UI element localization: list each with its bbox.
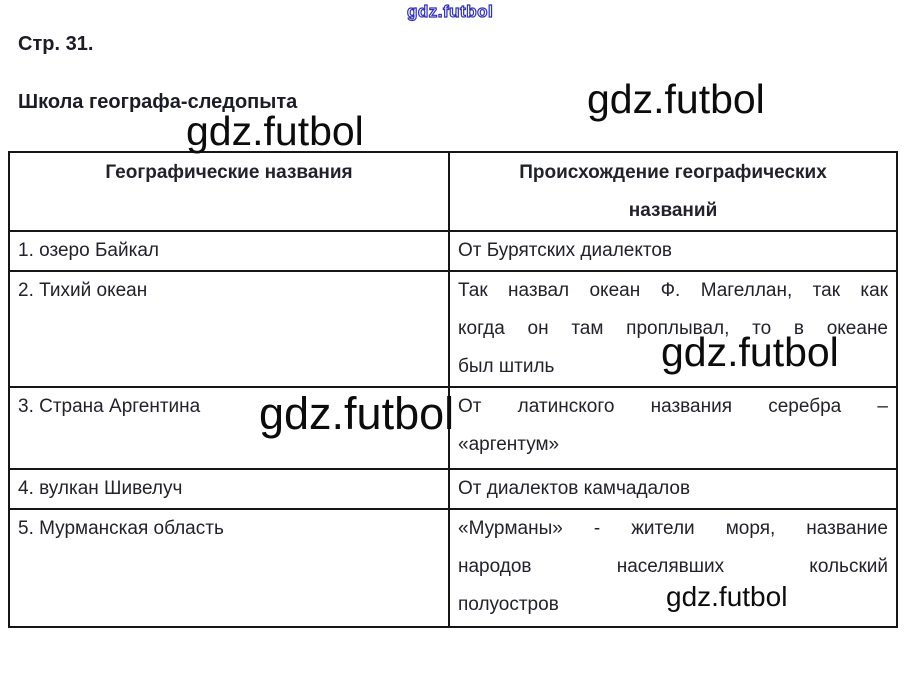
cell-origin-1 (449, 231, 897, 271)
header-origin-line2: названий (628, 200, 718, 221)
table-row (9, 387, 897, 469)
origin-line: От латинского названия серебра – (458, 396, 888, 417)
header-geo-names-text: Географические названия (105, 162, 353, 183)
origin-line: был штиль (458, 356, 555, 377)
cell-origin-4 (449, 469, 897, 509)
watermark-row3-cell: gdz.futbol (259, 388, 455, 439)
table-row (9, 469, 897, 509)
table-row (9, 271, 897, 387)
table-row (9, 231, 897, 271)
origin-line: От диалектов камчадалов (458, 478, 691, 499)
origin-line: полуостров (458, 594, 559, 615)
origin-line: когда он там проплывал, то в океане (458, 318, 888, 339)
section-title: Школа географа-следопыта (18, 91, 298, 113)
cell-name-5: 5. Мурманская область (9, 509, 449, 627)
header-origin (449, 152, 897, 231)
cell-name-3: 3. Страна Аргентина (9, 387, 449, 469)
watermark-row2-cell: gdz.futbol (661, 329, 839, 375)
cell-origin-3 (449, 387, 897, 469)
origin-line: «Мурманы» - жители моря, название (458, 518, 888, 539)
geo-names-table (8, 151, 898, 628)
origin-line: народов населявших кольский (458, 556, 888, 577)
table-row (9, 509, 897, 627)
cell-name-1: 1. озеро Байкал (9, 231, 449, 271)
cell-origin-5 (449, 509, 897, 627)
table-header-row (9, 152, 897, 231)
watermark-above-table: gdz.futbol (186, 108, 364, 154)
origin-line: «аргентум» (458, 434, 560, 455)
cell-name-2: 2. Тихий океан (9, 271, 449, 387)
header-geo-names (9, 152, 449, 231)
watermark-top-blue: gdz.futbol (407, 2, 494, 21)
origin-line: Так назвал океан Ф. Магеллан, так как (458, 280, 888, 301)
header-origin-line1: Происхождение географических (519, 162, 827, 183)
watermark-header-right: gdz.futbol (587, 76, 765, 122)
origin-line: От Бурятских диалектов (458, 240, 673, 261)
cell-name-4: 4. вулкан Шивелуч (9, 469, 449, 509)
page-number-label: Стр. 31. (18, 33, 94, 55)
watermark-row5-cell: gdz.futbol (666, 581, 788, 612)
cell-origin-2 (449, 271, 897, 387)
